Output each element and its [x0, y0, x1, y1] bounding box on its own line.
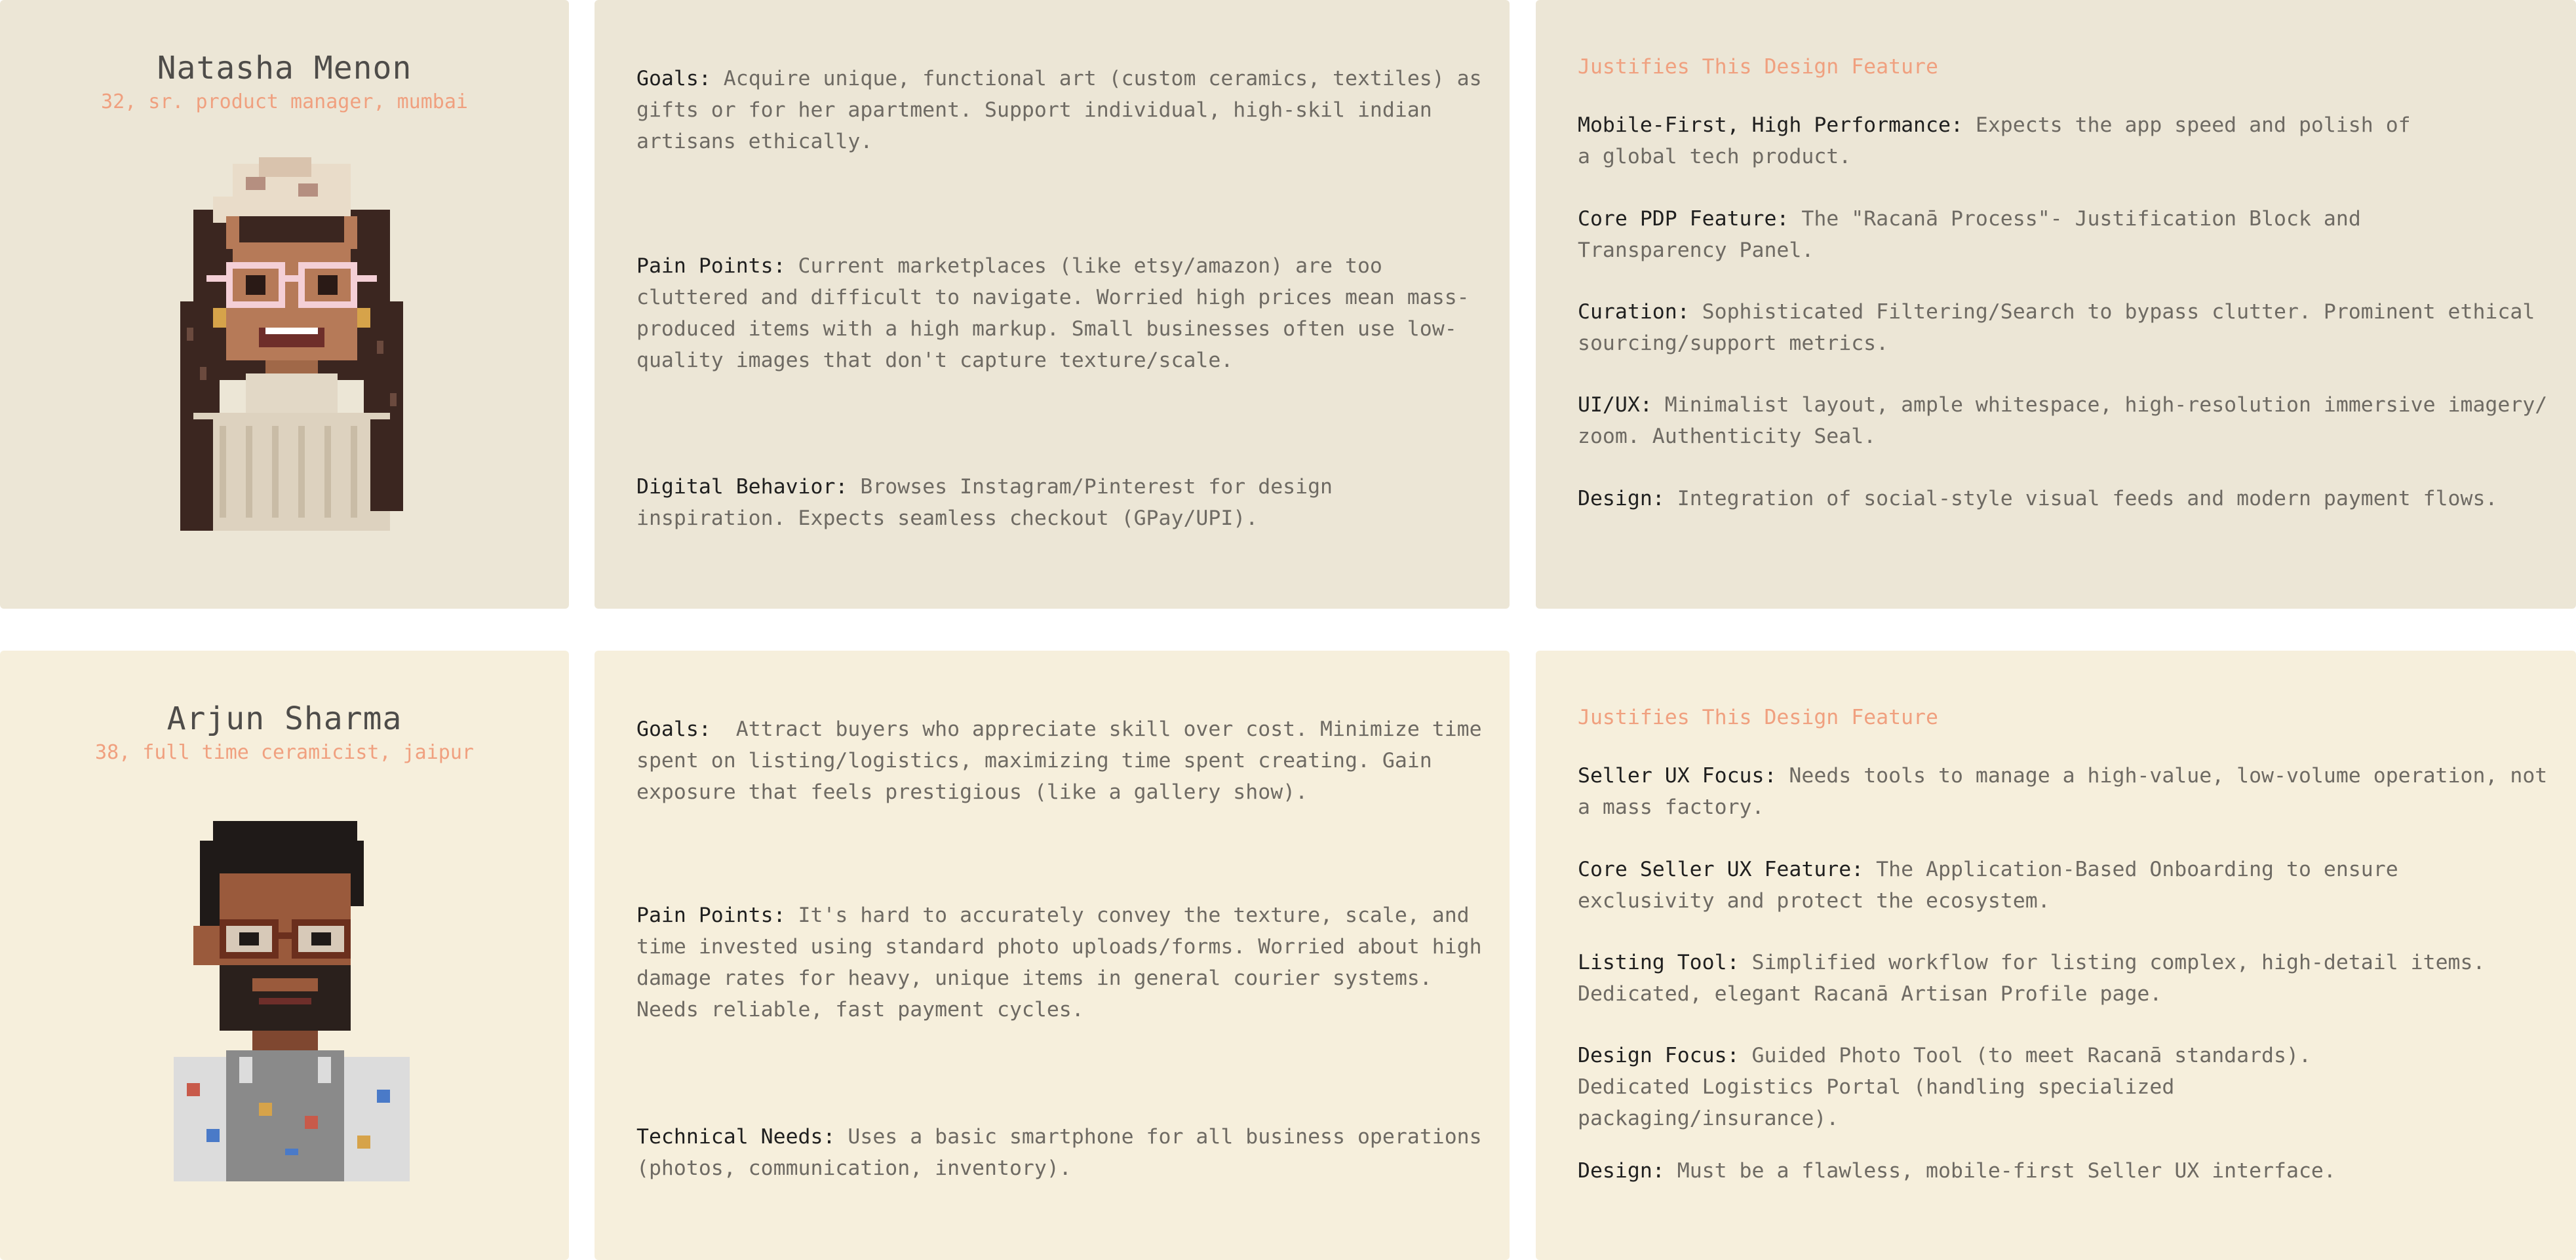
man-avatar-icon	[161, 821, 423, 1181]
digital-behavior-text: Browses Instagram/Pinterest for design inspiration. Expects seamless checkout (GPay/UPI).	[636, 475, 1345, 530]
pain-points-text: Current marketplaces (like etsy/amazon) are too cluttered and difficult to navigate. Worried high prices mean mass-produced items with a high markup. Small businesses often use low-quality images that don't capture texture/scale.	[636, 254, 1470, 372]
justification-item	[1578, 109, 2430, 172]
pain-points-block	[636, 250, 1482, 376]
justification-label: Design:	[1578, 1159, 1665, 1183]
justification-item	[1578, 760, 2548, 823]
justification-item	[1578, 203, 2430, 266]
justification-label: Design Focus:	[1578, 1044, 1740, 1067]
justification-item	[1578, 296, 2548, 359]
justification-heading: Justifies This Design Feature	[1578, 706, 1938, 729]
persona-card-natasha	[0, 0, 569, 609]
goals-text: Attract buyers who appreciate skill over cost. Minimize time spent on listing/logistics, maximizing time spent creating. Gain exposure that feels prestigious (like a gallery show).	[636, 717, 1494, 804]
justification-item	[1578, 854, 2430, 917]
justification-heading: Justifies This Design Feature	[1578, 55, 1938, 79]
goals-label: Goals:	[636, 67, 711, 90]
justification-item	[1578, 947, 2522, 1010]
justification-text: The "Racanā Process"- Justification Block and Transparency Panel.	[1578, 207, 2361, 262]
pain-points-label: Pain Points:	[636, 904, 786, 927]
justification-label: Listing Tool:	[1578, 951, 1740, 974]
goals-block	[636, 63, 1494, 157]
justification-text: Sophisticated Filtering/Search to bypass clutter. Prominent ethical sourcing/support metrics.	[1578, 300, 2535, 355]
justification-text: Guided Photo Tool (to meet Racanā standards). Dedicated Logistics Portal (handling specialized packaging/insurance).	[1578, 1044, 2311, 1130]
justification-label: Design:	[1578, 487, 1665, 510]
justification-item	[1578, 1155, 2548, 1187]
justification-label: Core Seller UX Feature:	[1578, 858, 1864, 881]
justification-card-arjun	[1536, 651, 2576, 1260]
justification-label: Seller UX Focus:	[1578, 764, 1777, 788]
justification-label: Curation:	[1578, 300, 1690, 324]
goals-text: Acquire unique, functional art (custom ceramics, textiles) as gifts or for her apartment. Support individual, high-skil indian artisans ethically.	[636, 67, 1494, 153]
pain-points-text: It's hard to accurately convey the texture, scale, and time invested using standard photo uploads/forms. Worried about high damage rates for heavy, unique items in general courier systems. Needs reliable, fast payment cycles.	[636, 904, 1494, 1021]
persona-name: Arjun Sharma	[166, 700, 402, 737]
persona-subtitle: 32, sr. product manager, mumbai	[101, 90, 468, 113]
justification-label: UI/UX:	[1578, 393, 1652, 417]
justification-item	[1578, 483, 2548, 514]
justification-text: The Application-Based Onboarding to ensure exclusivity and protect the ecosystem.	[1578, 858, 2398, 913]
justification-label: Core PDP Feature:	[1578, 207, 1789, 231]
pain-points-label: Pain Points:	[636, 254, 786, 278]
justification-text: Expects the app speed and polish of a global tech product.	[1578, 113, 2411, 168]
justification-text: Must be a flawless, mobile-first Seller UX interface.	[1664, 1159, 2336, 1183]
justification-text: Minimalist layout, ample whitespace, high-resolution immersive imagery/ zoom. Authenticity Seal.	[1578, 393, 2548, 448]
persona-name: Natasha Menon	[157, 50, 412, 86]
justification-text: Integration of social-style visual feeds and modern payment flows.	[1664, 487, 2498, 510]
persona-details-arjun	[595, 651, 1510, 1260]
justification-text: Needs tools to manage a high-value, low-volume operation, not a mass factory.	[1578, 764, 2548, 819]
justification-card-natasha	[1536, 0, 2576, 609]
technical-needs-block	[636, 1121, 1494, 1184]
persona-details-natasha	[595, 0, 1510, 609]
goals-block	[636, 714, 1494, 808]
persona-subtitle: 38, full time ceramicist, jaipur	[95, 741, 474, 764]
woman-avatar-icon	[167, 157, 416, 544]
pain-points-block	[636, 900, 1494, 1025]
justification-text: Simplified workflow for listing complex, high-detail items. Dedicated, elegant Racanā Artisan Profile page.	[1578, 951, 2486, 1006]
persona-card-arjun	[0, 651, 569, 1260]
digital-behavior-block	[636, 471, 1482, 534]
technical-needs-label: Technical Needs:	[636, 1125, 836, 1149]
justification-item	[1578, 389, 2548, 452]
justification-label: Mobile-First, High Performance:	[1578, 113, 1963, 137]
digital-behavior-label: Digital Behavior:	[636, 475, 848, 499]
justification-item	[1578, 1040, 2430, 1134]
technical-needs-text: Uses a basic smartphone for all business operations (photos, communication, inventory).	[636, 1125, 1494, 1180]
goals-label: Goals:	[636, 717, 711, 741]
